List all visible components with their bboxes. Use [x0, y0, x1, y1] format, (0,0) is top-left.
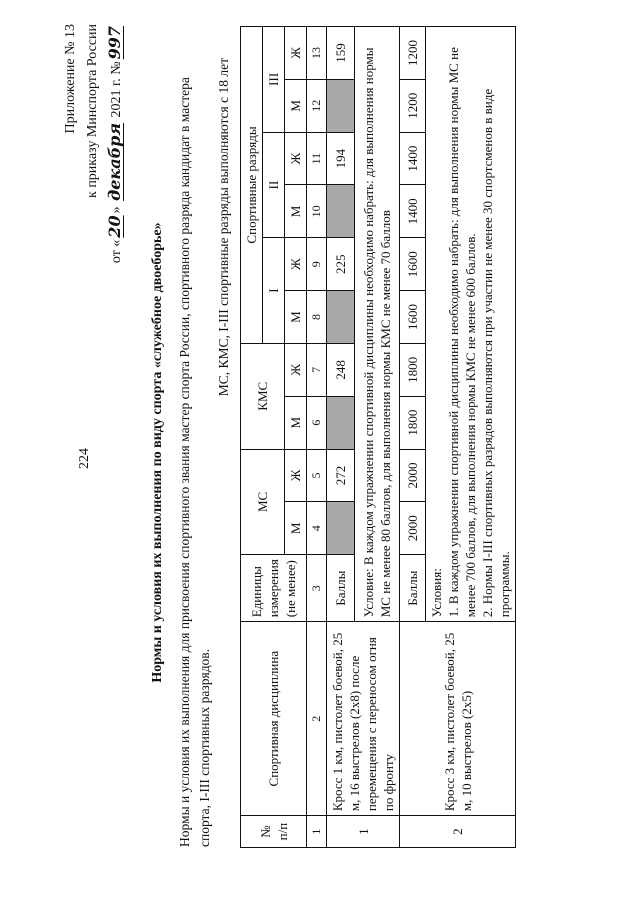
header-kms-w: Ж: [285, 343, 307, 396]
header-r2-w: Ж: [285, 132, 307, 185]
value-cell-stamped: [327, 185, 355, 238]
value-cell: 2000: [400, 449, 426, 502]
header-kms: КМС: [241, 343, 285, 449]
header-discipline: Спортивная дисциплина: [241, 622, 307, 816]
row-discipline: Кросс 3 км, пистолет боевой, 25 м, 10 выстрелов (2х5): [400, 622, 516, 816]
table-row: [327, 27, 355, 848]
header-rank-2: II: [263, 132, 285, 238]
header-sport-ranks: Спортивные разряды: [241, 27, 263, 344]
appendix-date-line: [104, 24, 128, 263]
col-number: 13: [307, 27, 327, 80]
age-caption: МС, КМС, I-III спортивные разряды выполняются с 18 лет: [216, 58, 231, 397]
row-num: 1: [327, 816, 400, 848]
date-mid: »: [109, 206, 124, 214]
appendix-header: [60, 24, 128, 263]
handwritten-month: декабря: [105, 122, 124, 201]
value-cell: 1400: [400, 185, 426, 238]
header-r3-m: М: [285, 79, 307, 132]
date-prefix: от «: [109, 239, 124, 264]
value-cell: 1800: [400, 396, 426, 449]
handwritten-day: 20: [105, 215, 124, 238]
value-cell: 1600: [400, 291, 426, 344]
value-cell: 159: [327, 27, 355, 80]
header-kms-m: М: [285, 396, 307, 449]
col-number: 12: [307, 79, 327, 132]
header-ms-m: М: [285, 502, 307, 555]
value-cell: 248: [327, 343, 355, 396]
col-number: 2: [307, 622, 327, 816]
row-discipline: Кросс 1 км, пистолет боевой, 25 м, 16 выстрелов (2х8) после перемещения с переносом огня по фронту: [327, 622, 400, 816]
intro-text: Нормы и условия их выполнения для присвоения спортивного звания мастер спорта России, спортивного разряда кандидат в мастера спорта, I-III спортивных разрядов.: [177, 77, 212, 847]
header-r1-w: Ж: [285, 238, 307, 291]
value-cell: 1400: [400, 132, 426, 185]
column-number-row: [307, 27, 327, 848]
value-cell: 2000: [400, 502, 426, 555]
value-cell: 1600: [400, 238, 426, 291]
header-rank-3: III: [263, 27, 285, 133]
row-units: Баллы: [400, 555, 426, 622]
value-cell-stamped: [327, 502, 355, 555]
col-number: 5: [307, 449, 327, 502]
col-number: 9: [307, 238, 327, 291]
condition-item-1: 1. В каждом упражнении спортивной дисциплины необходимо набрать: для выполнения нормы МС не менее 700 баллов, для выполнения нормы КМС не менее 600 баллов.: [446, 47, 478, 618]
header-r2-m: М: [285, 185, 307, 238]
value-cell: 1200: [400, 79, 426, 132]
col-number: 10: [307, 185, 327, 238]
condition-item-2: 2. Нормы I-III спортивных разрядов выполняются при участии не менее 30 спортсменов в виде программы.: [480, 88, 512, 618]
col-number: 6: [307, 396, 327, 449]
header-r3-w: Ж: [285, 27, 307, 80]
value-cell-stamped: [327, 291, 355, 344]
col-number: 7: [307, 343, 327, 396]
value-cell-stamped: [327, 79, 355, 132]
header-rank-1: I: [263, 238, 285, 344]
header-ms-w: Ж: [285, 449, 307, 502]
header-row-1: [241, 27, 263, 848]
col-number: 11: [307, 132, 327, 185]
page-number: 224: [77, 448, 92, 469]
col-number: 3: [307, 555, 327, 622]
appendix-line-2: к приказу Минспорта России: [85, 24, 100, 198]
header-units: Единицы измерения (не менее): [241, 555, 307, 622]
conditions-title: Условия:: [429, 568, 444, 618]
appendix-line-1: Приложение № 13: [63, 24, 78, 134]
date-year: 2021 г. №: [109, 61, 124, 118]
row-units: Баллы: [327, 555, 355, 622]
value-cell: 1200: [400, 27, 426, 80]
col-number: 8: [307, 291, 327, 344]
row-condition: Условие: В каждом упражнении спортивной дисциплины необходимо набрать: для выполнения нормы МС не менее 80 баллов, для выполнения нормы КМС не менее 70 баллов: [355, 27, 400, 622]
header-r1-m: М: [285, 291, 307, 344]
norms-table: [240, 26, 516, 848]
table-row: [400, 27, 426, 848]
value-cell: 272: [327, 449, 355, 502]
value-cell: 225: [327, 238, 355, 291]
header-num: № п/п: [241, 816, 307, 848]
value-cell-stamped: [327, 396, 355, 449]
header-ms: МС: [241, 449, 285, 555]
col-number: 4: [307, 502, 327, 555]
col-number: 1: [307, 816, 327, 848]
document-title: Нормы и условия их выполнения по виду спорта «служебное двоеборье»: [150, 222, 165, 683]
value-cell: 194: [327, 132, 355, 185]
handwritten-number: 997: [105, 26, 124, 60]
row-conditions: [426, 27, 516, 622]
value-cell: 1800: [400, 343, 426, 396]
row-num: 2: [400, 816, 516, 848]
